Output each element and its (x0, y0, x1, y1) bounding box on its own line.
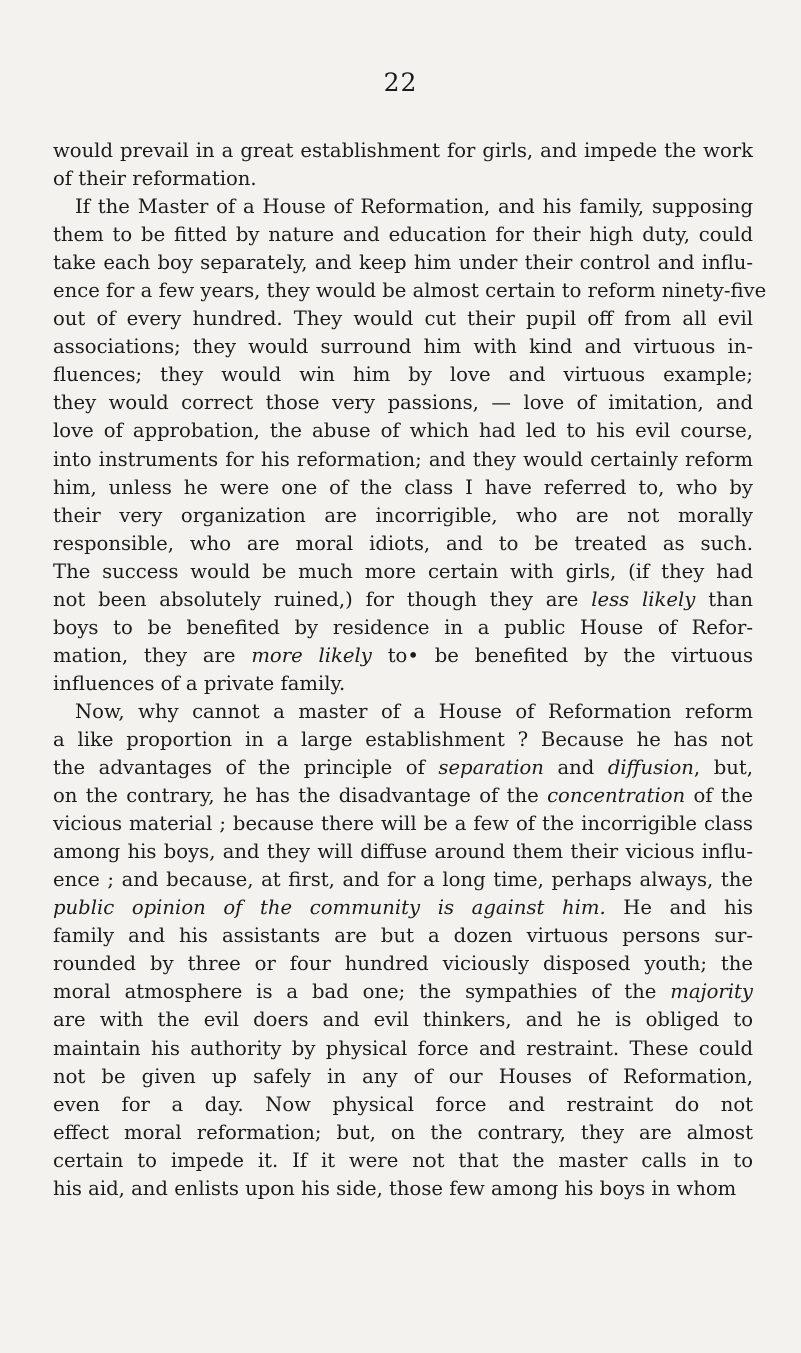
text-run: his aid, and enlists upon his side, those few among his boys in whom (53, 1176, 737, 1200)
italic-text: more likely (251, 643, 372, 667)
text-run: out of every hundred. They would cut their pupil off from all evil (53, 307, 753, 331)
text-run: Now, why cannot a master of a House of Reformation reform (75, 699, 753, 723)
text-line (53, 1063, 753, 1091)
text-run: He and his (605, 896, 754, 920)
text-line (53, 1175, 753, 1203)
text-run: ence ; and because, at first, and for a long time, perhaps always, the (53, 868, 753, 892)
text-run: would prevail in a great establishment for girls, and impede the work (53, 139, 753, 162)
text-run: boys to be benefited by residence in a public House of Refor- (53, 615, 753, 639)
text-line (53, 1091, 753, 1119)
text-line (53, 446, 753, 474)
text-run: they would correct those very passions, — love of imitation, and (53, 391, 753, 415)
text-line (53, 698, 753, 726)
text-line (53, 810, 753, 838)
text-run: fluences; they would win him by love and virtuous example; (53, 363, 753, 387)
paragraph (53, 193, 767, 698)
paragraph (53, 698, 753, 1203)
italic-text: majority (670, 980, 753, 1004)
italic-text: concentration (547, 784, 686, 808)
text-line (53, 474, 753, 502)
text-run: maintain his authority by physical force and restraint. These could (53, 1036, 753, 1060)
text-line (53, 221, 753, 249)
text-line (53, 838, 753, 866)
text-run: of the (685, 784, 753, 808)
italic-text: less likely (591, 587, 696, 611)
text-run: not been absolutely ruined,) for though they are (53, 587, 592, 611)
text-line (53, 782, 753, 810)
text-run: even for a day. Now physical force and restraint do not (53, 1092, 753, 1116)
text-run: The success would be much more certain with girls, (if they had (53, 559, 753, 583)
text-line (53, 305, 753, 333)
text-line (53, 950, 753, 978)
text-run: effect moral reformation; but, on the contrary, they are almost (53, 1120, 753, 1144)
text-line (53, 978, 753, 1006)
text-run: and (543, 756, 608, 780)
text-line (53, 1147, 753, 1175)
text-run: of their reformation. (53, 167, 257, 191)
text-line (53, 642, 753, 670)
text-line (53, 894, 753, 922)
text-line (53, 417, 753, 445)
text-line (53, 586, 753, 614)
text-run: on the contrary, he has the disadvantage of the (53, 784, 548, 808)
text-run: them to be fitted by nature and education for their high duty, could (53, 223, 753, 247)
text-run: If the Master of a House of Reformation, and his family, supposing (75, 195, 753, 219)
text-line (53, 1035, 753, 1063)
text-line (53, 670, 753, 698)
text-line (53, 1006, 753, 1034)
text-run: the advantages of the principle of (53, 756, 439, 780)
text-line (53, 137, 753, 165)
text-run: influences of a private family. (53, 671, 346, 695)
italic-text: separation (438, 756, 544, 780)
paragraph (53, 137, 753, 193)
text-run: among his boys, and they will diffuse around them their vicious influ- (53, 840, 753, 864)
text-line (53, 502, 753, 530)
text-line (53, 754, 753, 782)
text-line (53, 333, 753, 361)
text-line (53, 193, 753, 221)
text-line (53, 922, 753, 950)
text-run: , but, (693, 756, 753, 780)
text-line (53, 1119, 753, 1147)
text-line (53, 726, 753, 754)
text-line (53, 530, 753, 558)
text-run: certain to impede it. If it were not that the master calls in to (53, 1148, 753, 1172)
text-run: him, unless he were one of the class I have referred to, who by (53, 475, 753, 499)
text-run: ence for a few years, they would be almost certain to reform ninety-five (53, 279, 767, 303)
text-run: a like proportion in a large establishment ? Because he has not (53, 727, 753, 751)
text-line (53, 558, 753, 586)
text-run: vicious material ; because there will be a few of the incorrigible class (53, 812, 753, 836)
italic-text: public opinion of the community is against him. (53, 896, 606, 920)
text-run: are with the evil doers and evil thinkers, and he is obliged to (53, 1008, 753, 1032)
text-run: responsible, who are moral idiots, and to be treated as such. (53, 531, 753, 555)
text-run: than (695, 587, 753, 611)
text-run: not be given up safely in any of our Houses of Reformation, (53, 1064, 753, 1088)
text-run: mation, they are (53, 643, 252, 667)
text-line (53, 361, 753, 389)
text-run: family and his assistants are but a dozen virtuous persons sur- (53, 924, 753, 948)
text-run: moral atmosphere is a bad one; the sympathies of the (53, 980, 671, 1004)
body-text (53, 137, 767, 1203)
italic-text: diffusion (607, 756, 694, 780)
text-line (53, 249, 753, 277)
text-run: to• be benefited by the virtuous (371, 643, 753, 667)
text-line (53, 277, 767, 305)
text-run: love of approbation, the abuse of which had led to his evil course, (53, 419, 753, 443)
text-line (53, 614, 753, 642)
text-run: into instruments for his reformation; and they would certainly reform (53, 447, 753, 471)
text-run: rounded by three or four hundred viciously disposed youth; the (53, 952, 753, 976)
text-line (53, 389, 753, 417)
text-line (53, 165, 753, 193)
text-line (53, 866, 753, 894)
text-run: associations; they would surround him with kind and virtuous in- (53, 335, 753, 359)
page-number: 22 (383, 68, 418, 97)
text-run: their very organization are incorrigible, who are not morally (53, 503, 753, 527)
text-run: take each boy separately, and keep him under their control and influ- (53, 251, 753, 275)
